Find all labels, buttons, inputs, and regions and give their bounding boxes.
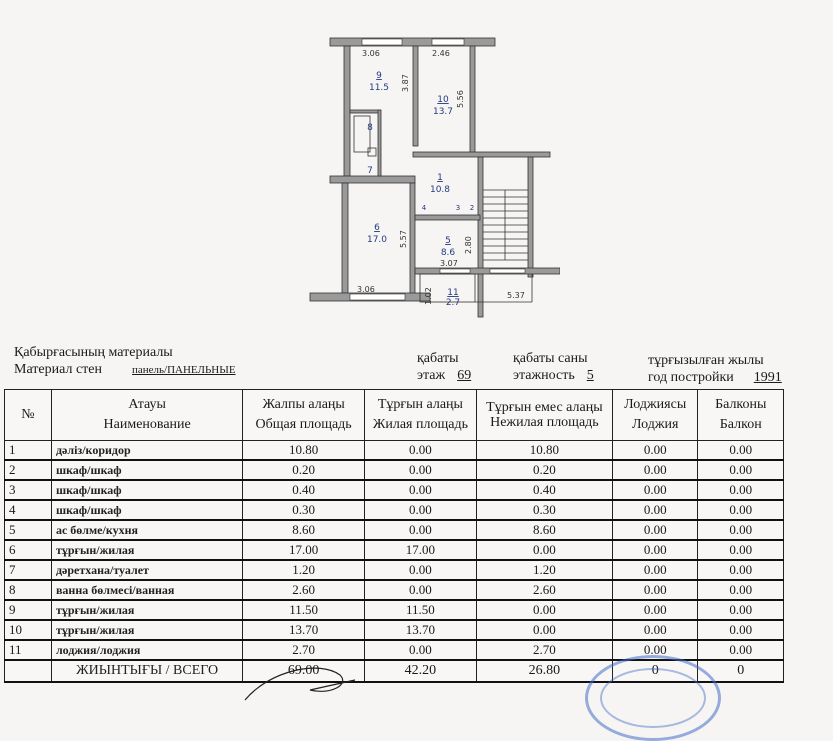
cell-nonliving: 0.30 [476, 500, 612, 520]
signature [240, 660, 360, 705]
cell-living: 0.00 [364, 520, 476, 540]
room-6-number: 6 [374, 223, 380, 233]
cell-num: 8 [5, 580, 52, 600]
dim-room9-width: 3.06 [362, 49, 380, 58]
total-nonliving: 26.80 [476, 660, 612, 682]
header-loggia-ru: Лоджия [631, 417, 679, 432]
official-stamp [585, 655, 721, 741]
floor-value: 69 [457, 368, 472, 383]
table-row [5, 560, 784, 580]
cell-nonliving: 0.00 [476, 600, 612, 620]
floor-label-kz: қабаты [417, 351, 459, 366]
stamp-inner-ring [600, 668, 706, 728]
dim-room5-width: 3.07 [440, 259, 458, 268]
header-balcony-kz: Балконы [715, 397, 767, 412]
wall-material-label-ru: Материал стен [14, 362, 102, 377]
total-balcony: 0 [698, 660, 784, 682]
cell-total: 8.60 [243, 520, 365, 540]
cell-name: шкаф/шкаф [51, 480, 242, 500]
cell-name: тұрғын/жилая [51, 620, 242, 640]
table-row [5, 500, 784, 520]
room-7-number: 7 [367, 166, 373, 176]
header-balcony-ru: Балкон [719, 417, 762, 432]
cell-living: 0.00 [364, 441, 476, 461]
room-1-area: 10.8 [429, 185, 451, 195]
cell-total: 11.50 [243, 600, 365, 620]
header-living-ru: Жилая площадь [372, 417, 468, 432]
room-8-number: 8 [367, 123, 373, 133]
year-value: 1991 [753, 370, 782, 385]
cell-num: 9 [5, 600, 52, 620]
header-living-kz: Тұрғын алаңы [377, 397, 463, 412]
cell-nonliving: 10.80 [476, 441, 612, 461]
cell-balcony: 0.00 [698, 600, 784, 620]
cell-balcony: 0.00 [698, 480, 784, 500]
storeys-label-kz: қабаты саны [513, 351, 588, 366]
total-living: 42.20 [364, 660, 476, 682]
room-10-number: 10 [437, 95, 449, 105]
wall-material-label-kz: Қабырғасының материалы [14, 345, 173, 360]
cell-balcony: 0.00 [698, 520, 784, 540]
cell-nonliving: 0.20 [476, 460, 612, 480]
cell-num: 6 [5, 540, 52, 560]
storeys-value: 5 [586, 368, 594, 383]
cell-loggia: 0.00 [612, 620, 698, 640]
cell-balcony: 0.00 [698, 620, 784, 640]
storeys-block [513, 350, 594, 384]
header-nonliving [476, 390, 612, 441]
room-2-number: 2 [469, 204, 475, 212]
cell-total: 13.70 [243, 620, 365, 640]
cell-loggia: 0.00 [612, 540, 698, 560]
cell-nonliving: 0.00 [476, 620, 612, 640]
room-9-area: 11.5 [368, 83, 390, 93]
cell-living: 17.00 [364, 540, 476, 560]
cell-total: 0.20 [243, 460, 365, 480]
header-name-kz: Атауы [128, 397, 166, 412]
cell-balcony: 0.00 [698, 580, 784, 600]
floor-plan [300, 30, 560, 320]
cell-num: 11 [5, 640, 52, 660]
header-loggia [612, 390, 698, 441]
header-balcony [698, 390, 784, 441]
dim-room6-width: 3.06 [357, 285, 375, 294]
table-row [5, 580, 784, 600]
cell-total: 10.80 [243, 441, 365, 461]
cell-balcony: 0.00 [698, 441, 784, 461]
room-4-number: 4 [421, 204, 427, 212]
room-9-number: 9 [376, 71, 382, 81]
cell-loggia: 0.00 [612, 560, 698, 580]
room-11-area: 2.7 [445, 298, 461, 308]
table-row [5, 441, 784, 461]
table-row [5, 460, 784, 480]
cell-loggia: 0.00 [612, 441, 698, 461]
cell-num: 7 [5, 560, 52, 580]
total-loggia: 0 [612, 660, 698, 682]
cell-name: ванна бөлмесі/ванная [51, 580, 242, 600]
room-3-number: 3 [455, 204, 461, 212]
room-5-number: 5 [445, 236, 451, 246]
cell-loggia: 0.00 [612, 480, 698, 500]
total-label: ЖИЫНТЫҒЫ / ВСЕГО [51, 660, 242, 682]
cell-name: шкаф/шкаф [51, 500, 242, 520]
room-area-table [4, 389, 784, 683]
wall-material-block [14, 344, 236, 379]
total-total: 69.00 [243, 660, 365, 682]
wall-material-value: панель/ПАНЕЛЬНЫЕ [132, 364, 236, 376]
dim-room6-depth: 5.57 [399, 230, 408, 248]
cell-name: тұрғын/жилая [51, 600, 242, 620]
cell-total: 2.70 [243, 640, 365, 660]
cell-name: ас бөлме/кухня [51, 520, 242, 540]
floor-block [417, 350, 471, 384]
cell-living: 0.00 [364, 560, 476, 580]
table-row [5, 600, 784, 620]
cell-loggia: 0.00 [612, 500, 698, 520]
header-loggia-kz: Лоджиясы [624, 397, 687, 412]
table-header-row [5, 390, 784, 441]
cell-living: 0.00 [364, 460, 476, 480]
table-row [5, 620, 784, 640]
floor-plan-drawing [300, 30, 560, 320]
cell-balcony: 0.00 [698, 460, 784, 480]
dim-room10-depth: 5.56 [456, 90, 465, 108]
cell-name: дәретхана/туалет [51, 560, 242, 580]
table-row [5, 520, 784, 540]
cell-name: шкаф/шкаф [51, 460, 242, 480]
year-label-kz: тұрғызылған жылы [648, 353, 764, 368]
cell-living: 0.00 [364, 580, 476, 600]
cell-living: 11.50 [364, 600, 476, 620]
dim-room10-width: 2.46 [432, 49, 450, 58]
header-nonliving-ru: Нежилая площадь [490, 415, 599, 430]
cell-living: 0.00 [364, 500, 476, 520]
cell-num: 10 [5, 620, 52, 640]
header-num: № [5, 390, 52, 441]
cell-balcony: 0.00 [698, 640, 784, 660]
cell-num: 3 [5, 480, 52, 500]
cell-nonliving: 1.20 [476, 560, 612, 580]
cell-living: 0.00 [364, 480, 476, 500]
cell-balcony: 0.00 [698, 560, 784, 580]
cell-name: тұрғын/жилая [51, 540, 242, 560]
cell-total: 2.60 [243, 580, 365, 600]
room-5-area: 8.6 [440, 248, 456, 258]
room-6-area: 17.0 [366, 235, 388, 245]
cell-balcony: 0.00 [698, 500, 784, 520]
cell-nonliving: 2.60 [476, 580, 612, 600]
year-block [648, 352, 782, 386]
cell-loggia: 0.00 [612, 520, 698, 540]
dim-loggia-width: 5.37 [507, 291, 525, 300]
cell-loggia: 0.00 [612, 640, 698, 660]
header-total-kz: Жалпы алаңы [262, 397, 345, 412]
dim-room5-depth: 2.80 [464, 236, 473, 254]
cell-num: 4 [5, 500, 52, 520]
room-10-area: 13.7 [432, 107, 454, 117]
cell-nonliving: 8.60 [476, 520, 612, 540]
cell-loggia: 0.00 [612, 460, 698, 480]
cell-total: 0.30 [243, 500, 365, 520]
floor-label-ru: этаж [417, 368, 446, 383]
cell-living: 0.00 [364, 640, 476, 660]
cell-total: 1.20 [243, 560, 365, 580]
cell-loggia: 0.00 [612, 580, 698, 600]
table-row [5, 480, 784, 500]
room-11-number: 11 [447, 288, 459, 298]
cell-name: дәліз/коридор [51, 441, 242, 461]
header-living [364, 390, 476, 441]
table-row [5, 540, 784, 560]
cell-nonliving: 2.70 [476, 640, 612, 660]
cell-balcony: 0.00 [698, 540, 784, 560]
cell-num [5, 660, 52, 682]
dim-room9-depth: 3.87 [401, 74, 410, 92]
cell-total: 17.00 [243, 540, 365, 560]
storeys-label-ru: этажность [513, 368, 575, 383]
header-name-ru: Наименование [103, 417, 191, 432]
cell-name: лоджия/лоджия [51, 640, 242, 660]
cell-living: 13.70 [364, 620, 476, 640]
cell-nonliving: 0.00 [476, 540, 612, 560]
year-label-ru: год постройки [648, 370, 734, 385]
cell-loggia: 0.00 [612, 600, 698, 620]
cell-num: 2 [5, 460, 52, 480]
cell-total: 0.40 [243, 480, 365, 500]
dim-loggia-depth: 1.02 [424, 287, 433, 305]
cell-num: 1 [5, 441, 52, 461]
header-nonliving-kz: Тұрғын емес алаңы [486, 400, 603, 415]
header-name [51, 390, 242, 441]
cell-nonliving: 0.40 [476, 480, 612, 500]
header-total-ru: Общая площадь [255, 417, 352, 432]
cell-num: 5 [5, 520, 52, 540]
room-1-number: 1 [437, 173, 443, 183]
header-total [243, 390, 365, 441]
